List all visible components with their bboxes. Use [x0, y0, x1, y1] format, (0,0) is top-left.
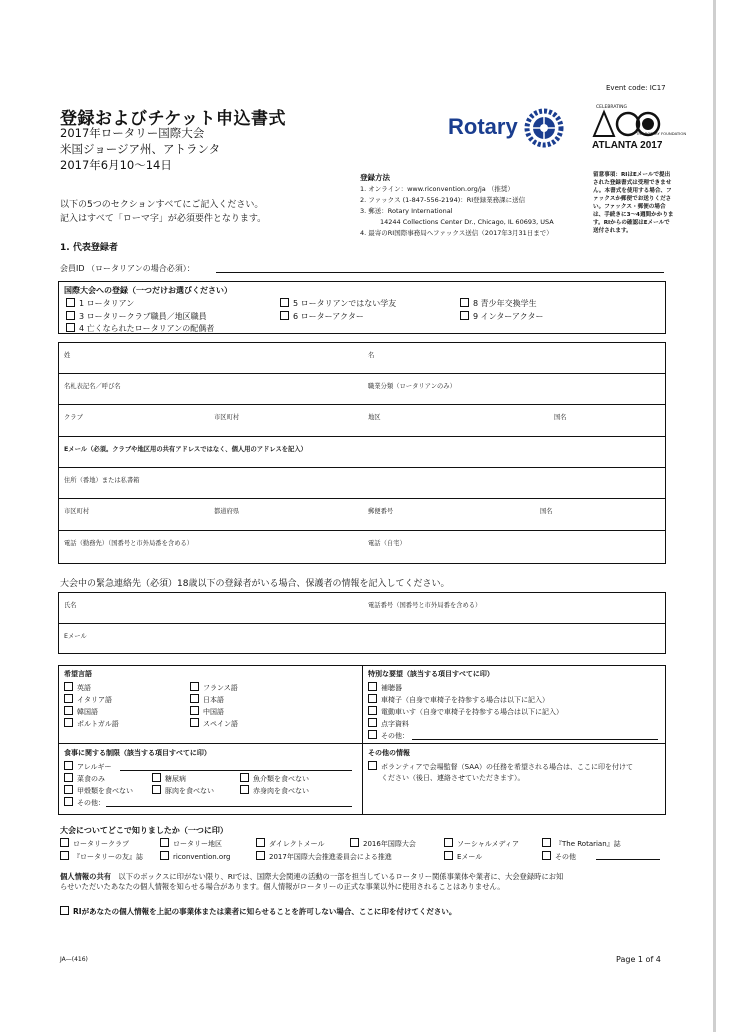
postal-field[interactable]: 郵便番号 [368, 508, 394, 515]
checkbox[interactable] [64, 761, 73, 770]
emergency-name-field[interactable]: 氏名 [64, 602, 77, 609]
other-info-heading: その他の情報 [368, 749, 410, 757]
source-host-committee[interactable]: 2017年国際大会推進委員会による推進 [256, 851, 392, 862]
email-field[interactable]: Eメール（必須。クラブや地区用の共有アドレスではなく、個人用のアドレスを記入） [64, 446, 307, 453]
city2-field[interactable]: 市区町村 [64, 508, 90, 515]
subtitle-dates: 2017年6月10～14日 [60, 158, 172, 172]
lang-japanese[interactable]: 日本語 [190, 694, 224, 705]
source-other-field[interactable] [596, 859, 660, 860]
member-id-field[interactable] [216, 272, 664, 273]
source-2016-convention[interactable]: 2016年国際大会 [350, 838, 416, 849]
methods-heading: 登録方法 [360, 173, 390, 182]
reg-type-spouse[interactable]: 4 亡くなられたロータリアンの配偶者 [66, 323, 214, 334]
checkbox[interactable] [460, 311, 469, 320]
checkbox[interactable] [350, 838, 359, 847]
subtitle-location: 米国ジョージア州、アトランタ [60, 142, 221, 156]
foundation-text: THE ROTARY FOUNDATION [636, 131, 687, 136]
checkbox[interactable] [66, 298, 75, 307]
footer-code: JA—(416) [60, 956, 88, 963]
checkbox[interactable] [542, 851, 551, 860]
checkbox[interactable] [66, 311, 75, 320]
checkbox[interactable] [64, 706, 73, 715]
diet-no-pork[interactable]: 豚肉を食べない [152, 785, 214, 796]
lang-english[interactable]: 英語 [64, 682, 91, 693]
special-hearing[interactable]: 補聴器 [368, 682, 402, 693]
member-id-label: 会員ID （ロータリアンの場合必須）： [60, 264, 195, 273]
lang-korean[interactable]: 韓国語 [64, 706, 98, 717]
source-heading: 大会についてどこで知りましたか（一つに印） [60, 826, 228, 835]
grid-line [58, 467, 666, 468]
country-field[interactable]: 国名 [554, 414, 567, 421]
reg-type-rotaractor[interactable]: 6 ローターアクター [280, 311, 364, 322]
language-heading: 希望言語 [64, 670, 92, 678]
grid-line [58, 623, 666, 624]
source-other[interactable]: その他 [542, 851, 576, 862]
source-club[interactable]: ロータリークラブ [60, 838, 129, 849]
lang-italian[interactable]: イタリア語 [64, 694, 112, 705]
country2-field[interactable]: 国名 [540, 508, 553, 515]
last-name-field[interactable]: 姓 [64, 352, 71, 359]
reg-type-alumni[interactable]: 5 ロータリアンではない学友 [280, 298, 396, 309]
privacy-optout[interactable]: RIがあなたの個人情報を上記の事業体または業者に知らせることを許可しない場合、ここに印を付けてください。 [60, 906, 456, 917]
diet-allergy[interactable]: アレルギー [64, 761, 112, 772]
district-field[interactable]: 地区 [368, 414, 381, 421]
source-the-rotarian[interactable]: 『The Rotarian』誌 [542, 838, 621, 849]
checkbox[interactable] [280, 311, 289, 320]
reg-type-staff[interactable]: 3 ロータリークラブ職員／地区職員 [66, 311, 207, 322]
checkbox[interactable] [64, 773, 73, 782]
atlanta-logo-text: ATLANTA 2017 [592, 140, 663, 151]
checkbox[interactable] [64, 694, 73, 703]
checkbox[interactable] [64, 718, 73, 727]
section1-heading: 1. 代表登録者 [60, 243, 118, 253]
checkbox[interactable] [190, 706, 199, 715]
special-heading: 特別な要望（該当する項目すべてに印） [368, 670, 494, 678]
method-mail: 3. 郵送：Rotary International [360, 207, 453, 215]
home-phone-field[interactable]: 電話（自宅） [368, 540, 406, 547]
lang-portuguese[interactable]: ポルトガル語 [64, 718, 119, 729]
grid-line [58, 530, 666, 531]
diet-diabetic[interactable]: 糖尿病 [152, 773, 186, 784]
method-online: 1. オンライン：www.riconvention.org/ja （推奨） [360, 185, 514, 193]
lang-french[interactable]: フランス語 [190, 682, 238, 693]
grid-line [58, 498, 666, 499]
diet-no-red-meat[interactable]: 赤身肉を食べない [240, 785, 309, 796]
emergency-phone-field[interactable]: 電話番号（国番号と市外局番を含める） [368, 602, 482, 609]
checkbox[interactable] [64, 785, 73, 794]
checkbox[interactable] [368, 706, 377, 715]
checkbox[interactable] [66, 323, 75, 332]
checkbox[interactable] [368, 682, 377, 691]
method-office-fax: 4. 最寄のRI国際事務局へファックス送信（2017年3月31日まで） [360, 229, 553, 237]
privacy-text-2: らせいただいたあなたの個人情報を知らせる場合があります。個人情報がロータリーの正式な事業以外に使用されることはありません。 [60, 882, 505, 891]
checkbox[interactable] [160, 838, 169, 847]
side-note: 留意事項：RIはEメールで提出された登録書式は受理できません。本書式を使用する場合、ファックスか郵便でお送りください。ファックス・郵便の場合は、手続きに3～4週間かかります。RIからの確認はEメールで送付されます。 [593, 172, 674, 234]
special-other[interactable]: その他： [368, 730, 409, 741]
saa-volunteer[interactable]: ボランティアで会場監督（SAA）の任務を希望される場合は、ここに印を付けて [368, 761, 633, 772]
checkbox[interactable] [368, 730, 377, 739]
diet-heading: 食事に関する制限（該当する項目すべてに印） [64, 749, 211, 757]
checkbox[interactable] [64, 682, 73, 691]
checkbox[interactable] [190, 694, 199, 703]
first-name-field[interactable]: 名 [368, 352, 375, 359]
checkbox[interactable] [152, 773, 161, 782]
checkbox[interactable] [240, 785, 249, 794]
page-title: 登録およびチケット申込書式 [60, 109, 286, 129]
subtitle-convention: 2017年ロータリー国際大会 [60, 126, 205, 140]
source-email[interactable]: Eメール [444, 851, 482, 862]
method-fax: 2. ファックス (1-847-556-2194)：RI登録業務課に送信 [360, 196, 526, 204]
reg-type-interactor[interactable]: 9 インターアクター [460, 311, 544, 322]
reg-type-heading: 国際大会への登録（一つだけお選びください） [64, 286, 232, 295]
address-field[interactable]: 住所（番地）または私書箱 [64, 477, 140, 484]
page-edge [713, 0, 716, 1032]
checkbox[interactable] [368, 694, 377, 703]
emergency-email-field[interactable]: Eメール [64, 633, 87, 640]
checkbox[interactable] [256, 838, 265, 847]
special-wheelchair[interactable]: 車椅子（自身で車椅子を持参する場合は以下に記入） [368, 694, 549, 705]
checkbox[interactable] [240, 773, 249, 782]
grid-line [58, 436, 666, 437]
diet-other-field[interactable] [106, 806, 352, 807]
checkbox[interactable] [368, 761, 377, 770]
special-other-field[interactable] [412, 739, 658, 740]
celebrating-text: CELEBRATING [596, 105, 628, 110]
checkbox[interactable] [60, 851, 69, 860]
checkbox[interactable] [444, 838, 453, 847]
grid-line [58, 743, 666, 744]
diet-no-seafood[interactable]: 魚介類を食べない [240, 773, 309, 784]
special-braille[interactable]: 点字資料 [368, 718, 409, 729]
saa-volunteer-note: ください（後日、連絡させていただきます）。 [381, 774, 525, 782]
checkbox[interactable] [444, 851, 453, 860]
grid-line [58, 404, 666, 405]
source-direct-mail[interactable]: ダイレクトメール [256, 838, 325, 849]
checkbox[interactable] [368, 718, 377, 727]
source-district[interactable]: ロータリー地区 [160, 838, 222, 849]
intro-line1: 以下の5つのセクションすべてにご記入ください。 [60, 200, 264, 210]
source-rotary-no-tomo[interactable]: 『ロータリーの友』誌 [60, 851, 143, 862]
lang-chinese[interactable]: 中国語 [190, 706, 224, 717]
prefecture-field[interactable]: 都道府県 [214, 508, 240, 515]
method-mail-address: 14244 Collections Center Dr., Chicago, IL 60693, USA [380, 218, 554, 226]
grid-line [362, 665, 363, 815]
diet-no-shellfish[interactable]: 甲殻類を食べない [64, 785, 133, 796]
event-code: Event code: IC17 [606, 84, 666, 92]
source-riconvention[interactable]: riconvention.org [160, 851, 230, 861]
grid-line [58, 373, 666, 374]
diet-other[interactable]: その他： [64, 797, 105, 808]
checkbox[interactable] [64, 797, 73, 806]
privacy-text: 個人情報の共有 以下のボックスに印がない限り、RIでは、国際大会関連の活動の一部を担当しているロータリー関係事業体や業者に、大会登録時にお知 [60, 872, 564, 881]
checkbox[interactable] [542, 838, 551, 847]
checkbox[interactable] [60, 838, 69, 847]
checkbox[interactable] [160, 851, 169, 860]
intro-line2: 記入はすべて「ローマ字」が必須要件となります。 [60, 214, 267, 224]
checkbox[interactable] [190, 682, 199, 691]
reg-type-rotarian[interactable]: 1 ロータリアン [66, 298, 134, 309]
checkbox[interactable] [256, 851, 265, 860]
diet-vegetarian[interactable]: 菜食のみ [64, 773, 105, 784]
club-field[interactable]: クラブ [64, 414, 83, 421]
checkbox[interactable] [460, 298, 469, 307]
checkbox[interactable] [190, 718, 199, 727]
work-phone-field[interactable]: 電話（勤務先）（国番号と市外局番を含める） [64, 540, 194, 547]
lang-spanish[interactable]: スペイン語 [190, 718, 238, 729]
rotary-wheel-icon [524, 108, 564, 148]
city-field[interactable]: 市区町村 [214, 414, 240, 421]
allergy-field[interactable] [120, 770, 352, 771]
emergency-heading: 大会中の緊急連絡先（必須）18歳以下の登録者がいる場合、保護者の情報を記入してください。 [60, 579, 450, 589]
checkbox[interactable] [60, 906, 69, 915]
reg-type-youth-exchange[interactable]: 8 青少年交換学生 [460, 298, 537, 309]
badge-name-field[interactable]: 名札表記名／呼び名 [64, 383, 121, 390]
checkbox[interactable] [152, 785, 161, 794]
rotary-logo-text: Rotary [448, 114, 518, 139]
classification-field[interactable]: 職業分類（ロータリアンのみ） [368, 383, 456, 390]
checkbox[interactable] [280, 298, 289, 307]
special-electric-wheelchair[interactable]: 電動車いす（自身で車椅子を持参する場合は以下に記入） [368, 706, 563, 717]
page-number: Page 1 of 4 [616, 955, 661, 964]
source-social-media[interactable]: ソーシャルメディア [444, 838, 519, 849]
